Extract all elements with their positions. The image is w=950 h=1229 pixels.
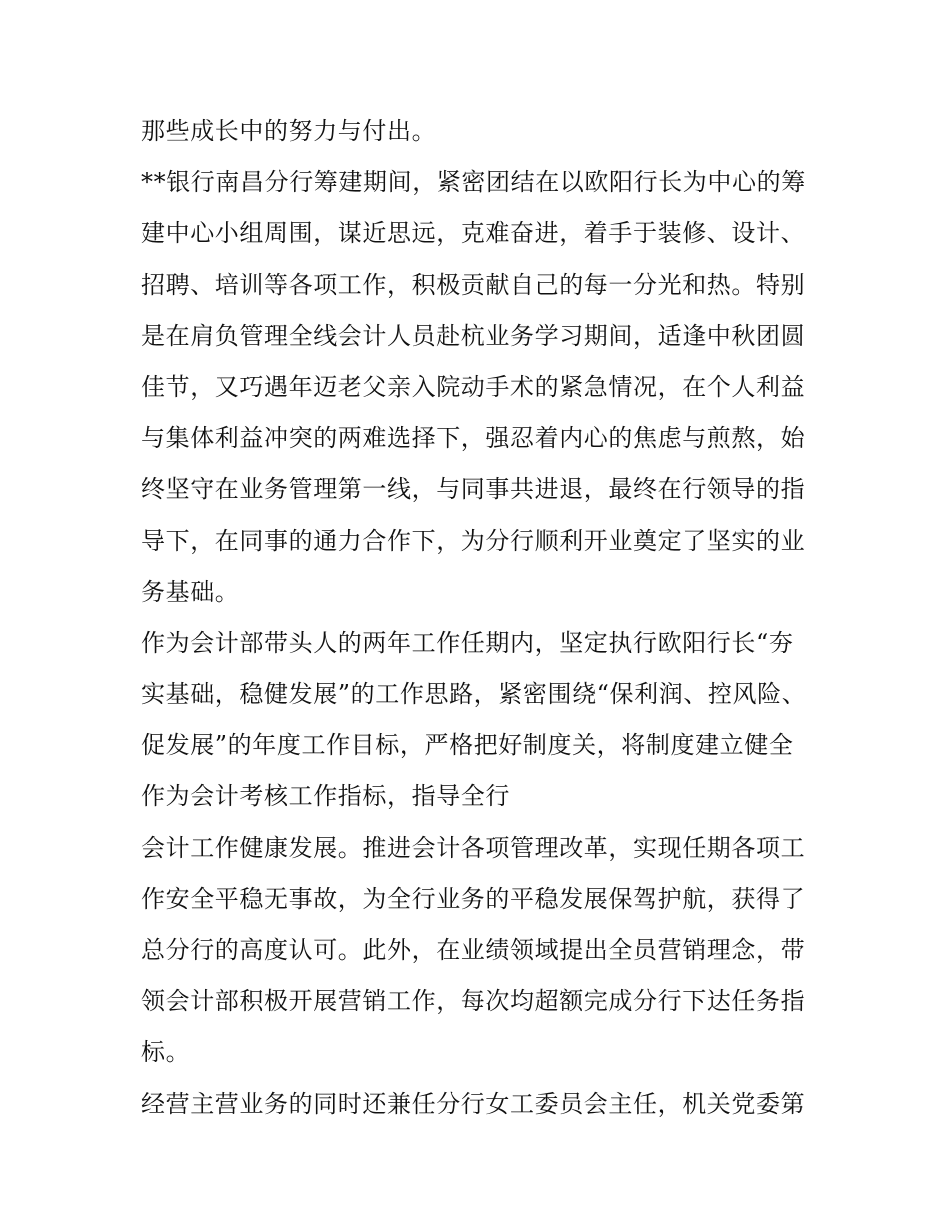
text-line: 导下，在同事的通力合作下，为分行顺利开业奠定了坚实的业 xyxy=(141,526,806,555)
text-line: 实基础，稳健发展”的工作思路，紧密围绕“保利润、控风险、 xyxy=(141,680,807,709)
text-line: 与集体利益冲突的两难选择下，强忍着内心的焦虑与煎熬，始 xyxy=(141,424,806,453)
text-line: 经营主营业务的同时还兼任分行女工委员会主任，机关党委第 xyxy=(141,1089,806,1118)
text-line: 促发展”的年度工作目标，严格把好制度关，将制度建立健全 xyxy=(141,731,794,760)
text-line: 佳节，又巧遇年迈老父亲入院动手术的紧急情况，在个人利益 xyxy=(141,372,806,401)
text-line: 作为会计考核工作指标，指导全行 xyxy=(141,782,510,811)
text-line: 终坚守在业务管理第一线，与同事共进退，最终在行领导的指 xyxy=(141,475,806,504)
text-line: 是在肩负管理全线会计人员赴杭业务学习期间，适逢中秋团圆 xyxy=(141,321,806,350)
text-line: 领会计部积极开展营销工作，每次均超额完成分行下达任务指 xyxy=(141,987,806,1016)
text-line: 那些成长中的努力与付出。 xyxy=(141,117,437,145)
text-line: 务基础。 xyxy=(141,577,240,606)
text-line: **银行南昌分行筹建期间，紧密团结在以欧阳行长为中心的筹 xyxy=(141,168,806,197)
text-line: 建中心小组周围，谋近思远，克难奋进，着手于装修、设计、 xyxy=(141,219,806,248)
body-text xyxy=(141,106,821,1130)
text-line: 总分行的高度认可。此外，在业绩领域提出全员营销理念，带 xyxy=(141,936,806,964)
text-line: 会计工作健康发展。推进会计各项管理改革，实现任期各项工 xyxy=(141,833,806,862)
text-line: 作安全平稳无事故，为全行业务的平稳发展保驾护航，获得了 xyxy=(141,884,806,913)
text-line: 标。 xyxy=(141,1038,191,1067)
text-line: 招聘、培训等各项工作，积极贡献自己的每一分光和热。特别 xyxy=(141,270,806,299)
text-line: 作为会计部带头人的两年工作任期内，坚定执行欧阳行长“夯 xyxy=(141,628,794,657)
